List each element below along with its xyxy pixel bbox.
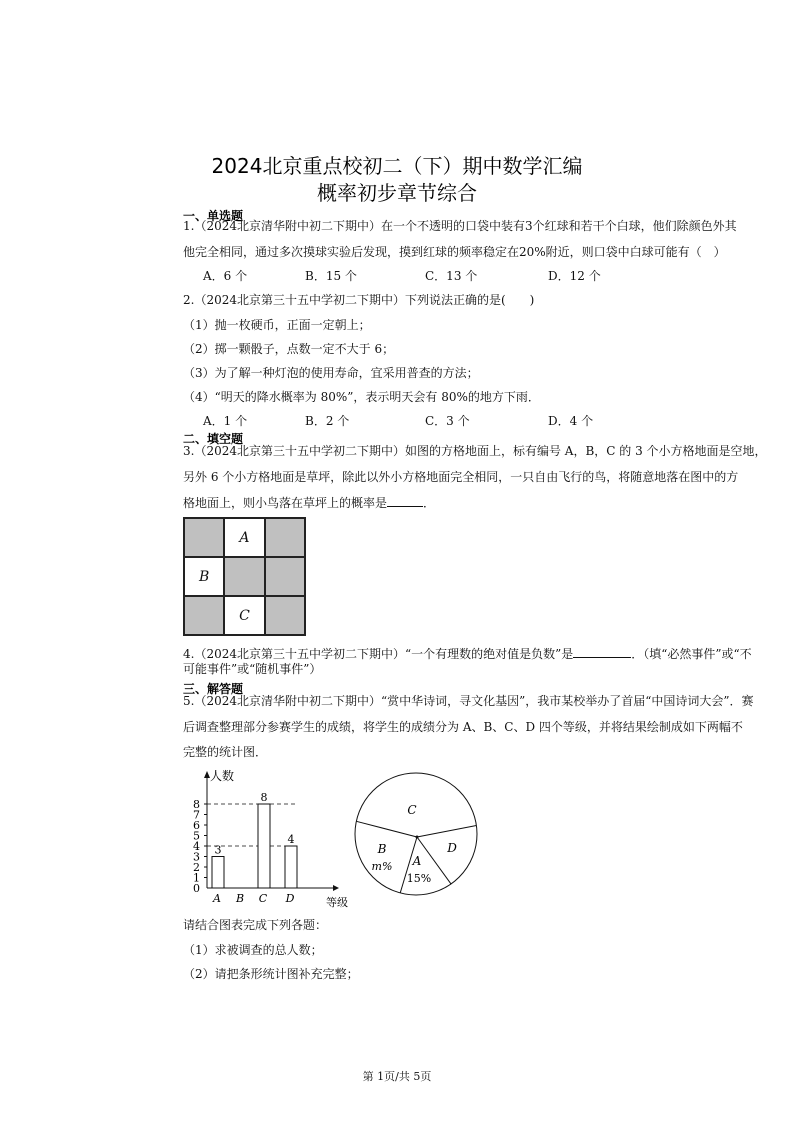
question-2-item-1: （1）抛一枚硬币，正面一定朝上；: [183, 318, 371, 332]
section-heading-solution: 三、解答题: [183, 682, 244, 696]
question-1-option-a: A．6 个: [203, 269, 248, 283]
y-tick-label: 5: [193, 829, 200, 843]
pie-label-a: A: [412, 854, 422, 868]
question-5-prompt: 请结合图表完成下列各题：: [183, 918, 328, 932]
grid-cell-lawn: [184, 596, 224, 635]
grid-cell-c: C: [224, 596, 264, 635]
bar-c: [258, 804, 270, 888]
y-tick-label: 4: [193, 840, 200, 853]
bar-a: [212, 857, 224, 889]
y-tick-label: 2: [193, 861, 200, 874]
question-1-line-2: 他完全相同，通过多次摸球实验后发现，摸到红球的频率稳定在20%附近，则口袋中白球可能有（ ）: [183, 245, 726, 259]
y-axis-label: 人数: [210, 769, 235, 783]
y-tick-label: 3: [193, 850, 200, 864]
page-title: 2024北京重点校初二（下）期中数学汇编: [211, 154, 583, 178]
x-axis-label: 等级: [326, 896, 348, 909]
bar-value-label: 4: [287, 833, 295, 846]
bar-d: [285, 846, 297, 888]
answer-blank[interactable]: [387, 492, 423, 507]
pie-label-d: D: [447, 841, 457, 855]
grid-cell-lawn: [184, 518, 224, 557]
section-heading-single-choice: 一、单选题: [183, 209, 244, 223]
section-heading-fill-in: 二、填空题: [183, 432, 244, 446]
question-1-option-c: C．13 个: [425, 269, 478, 283]
question-5-sub-2: （2）请把条形统计图补充完整；: [183, 967, 359, 981]
question-3-line-3-end: ．: [423, 496, 436, 510]
grid-cell-lawn: [265, 518, 305, 557]
x-axis-arrow: [333, 885, 339, 891]
grid-cell-lawn: [224, 557, 264, 596]
pie-label-b: B: [377, 842, 387, 856]
x-category-label: C: [258, 892, 268, 905]
question-3-line-3: [183, 491, 435, 516]
question-2-option-d: D．4 个: [548, 414, 594, 428]
pie-center-dot: [416, 836, 419, 839]
y-tick-label: 7: [193, 808, 200, 822]
x-category-label: B: [235, 892, 245, 905]
question-2-stem: 2.（2024北京第三十五中学初二下期中）下列说法正确的是( ): [183, 293, 535, 307]
page-footer: 第 1页/共 5页: [362, 1070, 432, 1083]
question-2-item-2: （2）掷一颗骰子，点数一定不大于 6；: [183, 342, 395, 356]
y-tick-label: 8: [193, 798, 200, 811]
question-5-line-3: 完整的统计图．: [183, 745, 268, 759]
question-3-line-2: 另外 6 个小方格地面是草坪，除此以外小方格地面完全相同，一只自由飞行的鸟，将随意地落在图中的方: [183, 470, 739, 484]
question-5-line-2: 后调查整理部分参赛学生的成绩，将学生的成绩分为 A、B、C、D 四个等级，并将结果绘制成如下两幅不: [183, 720, 743, 734]
question-2-item-3: （3）为了解一种灯泡的使用寿命，宜采用普查的方法；: [183, 366, 479, 380]
question-2-item-4: （4）“明天的降水概率为 80%”，表示明天会有 80%的地方下雨．: [183, 390, 540, 404]
y-tick-label: 0: [193, 882, 200, 895]
answer-blank[interactable]: [573, 643, 631, 658]
pie-note-b: m%: [371, 860, 393, 873]
question-2-option-a: A．1 个: [203, 414, 248, 428]
pie-label-c: C: [407, 803, 417, 817]
question-1-option-d: D．12 个: [548, 269, 601, 283]
square-grid-figure: [183, 517, 306, 636]
grid-cell-a: A: [224, 518, 264, 557]
bar-chart: [178, 764, 358, 910]
question-1-option-b: B．15 个: [305, 269, 357, 283]
question-1-line-1: 1.（2024北京清华附中初二下期中）在一个不透明的口袋中装有3个红球和若干个白球，他们除颜色外其: [183, 219, 737, 233]
y-tick-label: 1: [193, 871, 200, 885]
y-tick-label: 6: [193, 819, 200, 832]
question-4-line-1-end: ．（填“必然事件”或“不: [631, 647, 752, 661]
question-2-option-b: B．2 个: [305, 414, 350, 428]
question-2-option-c: C．3 个: [425, 414, 470, 428]
bar-value-label: 8: [260, 791, 268, 804]
grid-cell-b: B: [184, 557, 224, 596]
question-3-line-3-text: 格地面上，则小鸟落在草坪上的概率是: [183, 496, 388, 510]
x-category-label: A: [213, 892, 221, 905]
bar-value-label: 3: [214, 843, 222, 857]
question-3-line-1: 3.（2024北京第三十五中学初二下期中）如图的方格地面上，标有编号 A，B，C 的 3 个小方格地面是空地，: [183, 444, 767, 458]
question-4-line-2: 可能事件”或“随机事件”）: [183, 662, 322, 676]
question-5-line-1: 5.（2024北京清华附中初二下期中）“赏中华诗词，寻文化基因”，我市某校举办了首届“中国诗词大会”．赛: [183, 694, 754, 708]
x-category-label: D: [285, 892, 295, 905]
grid-cell-lawn: [265, 596, 305, 635]
pie-note-a: 15%: [406, 872, 432, 885]
grid-cell-lawn: [265, 557, 305, 596]
page-subtitle: 概率初步章节综合: [317, 181, 477, 205]
question-4-line-1-text: 4.（2024北京第三十五中学初二下期中）“一个有理数的绝对值是负数”是: [183, 647, 574, 661]
pie-chart: [350, 770, 482, 898]
question-5-sub-1: （1）求被调查的总人数；: [183, 943, 323, 957]
